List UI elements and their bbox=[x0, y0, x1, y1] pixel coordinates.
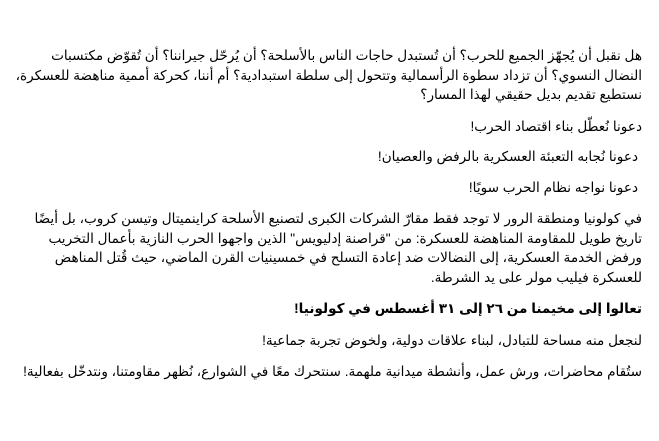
slogan-disrupt-war-economy: دعونا نُعطّل بناء اقتصاد الحرب! bbox=[470, 118, 642, 134]
intro-paragraph: هل نقبل أن يُجهّز الجميع للحرب؟ أن تُستبدل حاجات الناس بالأسلحة؟ أن يُرحّل جيراننا؟ أن تُقوّض مكتسبات النضال النسوي؟ أن تزداد سطوة الرأسمالية وتتحول إلى سلطة استبدادية؟ أم أننا، كحركة أممية مناهضة للعسكرة، نستطيع تقديم بديل حقيقي لهذا المسار؟ bbox=[15, 48, 642, 102]
camp-invitation-heading: تعالوا إلى مخيمنا من ٢٦ إلى ٣١ أغسطس في كولونيا! bbox=[294, 301, 642, 316]
camp-activities-paragraph: ستُقام محاضرات، ورش عمل، وأنشطة ميدانية ملهمة. سنتحرك معًا في الشوارع، نُظهر مقاومتنا، ونتدخّل بفعالية! bbox=[23, 364, 642, 379]
slogan-confront-war-system: دعونا نواجه نظام الحرب سويًا! bbox=[468, 179, 638, 195]
camp-purpose-paragraph: لنجعل منه مساحة للتبادل، لبناء علاقات دولية، ولخوض تجربة جماعية! bbox=[262, 332, 642, 348]
history-paragraph: في كولونيا ومنطقة الرور لا توجد فقط مقارّ الشركات الكبرى لتصنيع الأسلحة كراينميتال وتيسن كروب، بل أيضًا تاريخ طويل للمقاومة المناهضة للعسكرة: من "قراصنة إدليويس" الذين واجهوا الحرب النازية بأعمال التخريب ورفض الخدمة العسكرية، إلى النضالات ضد إعادة التسلح في خمسينيات القرن الماضي، حيث قُتل المناهض للعسكرة فيليب مولر على يد الشرطة. bbox=[34, 211, 642, 285]
slogan-resist-mobilization: دعونا نُجابه التعبئة العسكرية بالرفض والعصيان! bbox=[377, 149, 638, 164]
document-body bbox=[14, 46, 642, 394]
